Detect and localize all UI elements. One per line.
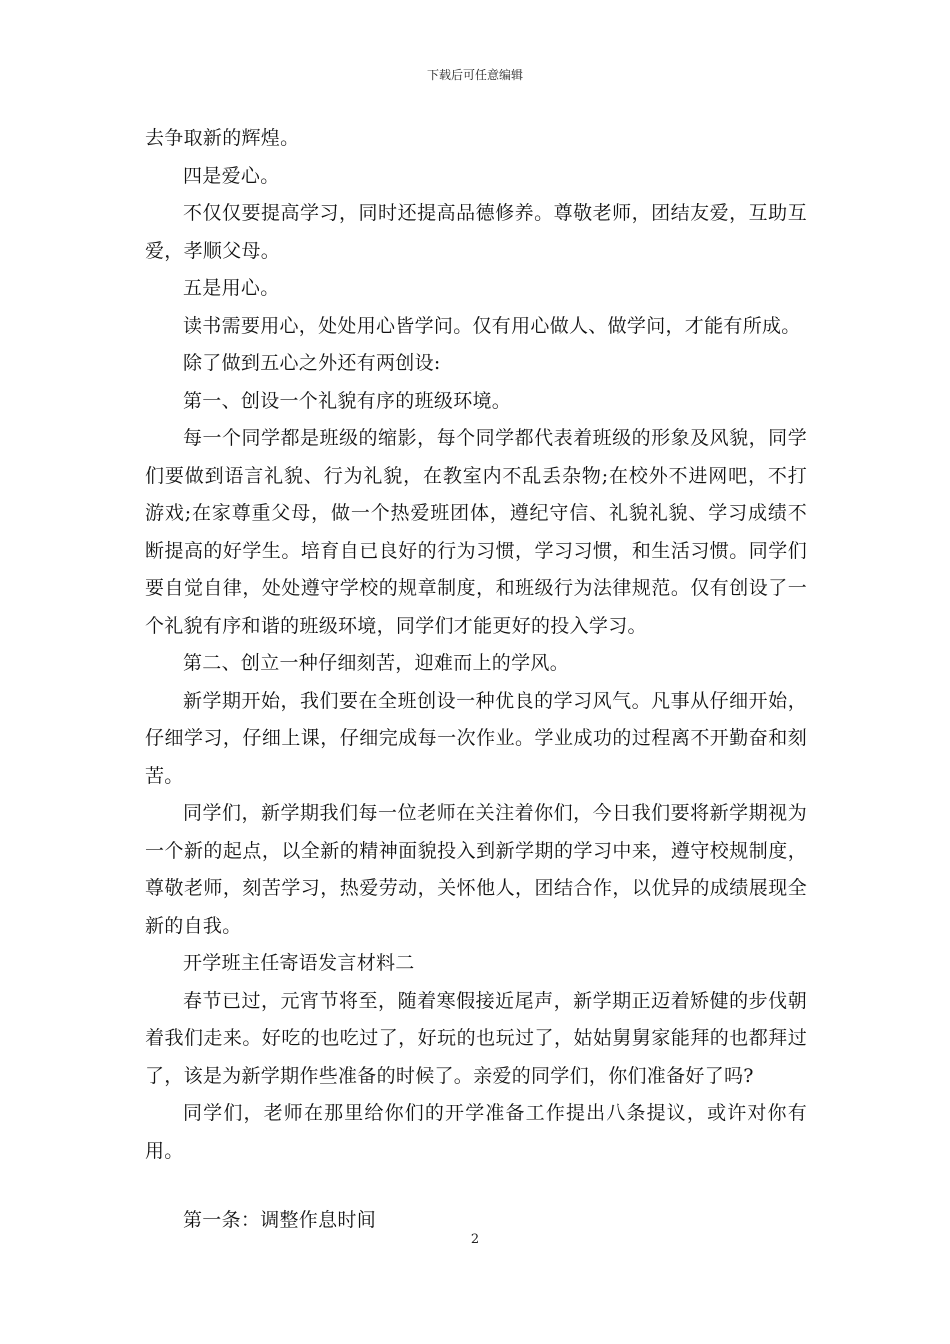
paragraph: 四是爱心。 — [183, 164, 280, 187]
section-heading: 第一、创设一个礼貌有序的班级环境。 — [183, 389, 512, 412]
paragraph: 新学期开始，我们要在全班创设一种优良的学习风气。凡事从仔细开始，仔细学习，仔细上课，仔细完成每一次作业。学业成功的过程离不开勤奋和刻苦。 — [145, 689, 807, 787]
paragraph: 每一个同学都是班级的缩影，每个同学都代表着班级的形象及风貌，同学们要做到语言礼貌、行为礼貌，在教室内不乱丢杂物;在校外不进网吧，不打游戏;在家尊重父母，做一个热爱班团体，遵纪守信、礼貌礼貌、学习成绩不断提高的好学生。培育自已良好的行为习惯，学习习惯，和生活习惯。同学们要自觉自律，处处遵守学校的规章制度，和班级行为法律规范。仅有创设了一个礼貌有序和谐的班级环境，同学们才能更好的投入学习。 — [145, 427, 807, 637]
page-header: 下载后可任意编辑 — [426, 68, 523, 82]
paragraph: 五是用心。 — [183, 277, 280, 299]
paragraph: 同学们，老师在那里给你们的开学准备工作提出八条提议，或许对你有用。 — [145, 1102, 807, 1162]
section-title: 开学班主任寄语发言材料二 — [183, 952, 415, 974]
page-number: 2 — [470, 1232, 480, 1247]
document-body — [145, 120, 807, 1240]
paragraph: 不仅仅要提高学习，同时还提高品德修养。尊敬老师，团结友爱，互助互爱，孝顺父母。 — [145, 202, 807, 262]
paragraph: 除了做到五心之外还有两创设: — [183, 352, 441, 374]
paragraph: 读书需要用心，处处用心皆学问。仅有用心做人、做学问，才能有所成。 — [183, 314, 801, 337]
paragraph: 同学们，新学期我们每一位老师在关注着你们，今日我们要将新学期视为一个新的起点，以全新的精神面貌投入到新学期的学习中来，遵守校规制度，尊敬老师，刻苦学习，热爱劳动，关怀他人，团结合作，以优异的成绩展现全新的自我。 — [145, 802, 807, 937]
section-heading: 第二、创立一种仔细刻苦，迎难而上的学风。 — [183, 652, 570, 674]
paragraph: 春节已过，元宵节将至，随着寒假接近尾声，新学期正迈着矫健的步伐朝着我们走来。好吃的也吃过了，好玩的也玩过了，姑姑舅舅家能拜的也都拜过了，该是为新学期作些准备的时候了。亲爱的同学们，你们准备好了吗? — [145, 989, 807, 1087]
section-heading: 第一条：调整作息时间 — [183, 1209, 377, 1231]
paragraph: 去争取新的辉煌。 — [145, 127, 300, 149]
